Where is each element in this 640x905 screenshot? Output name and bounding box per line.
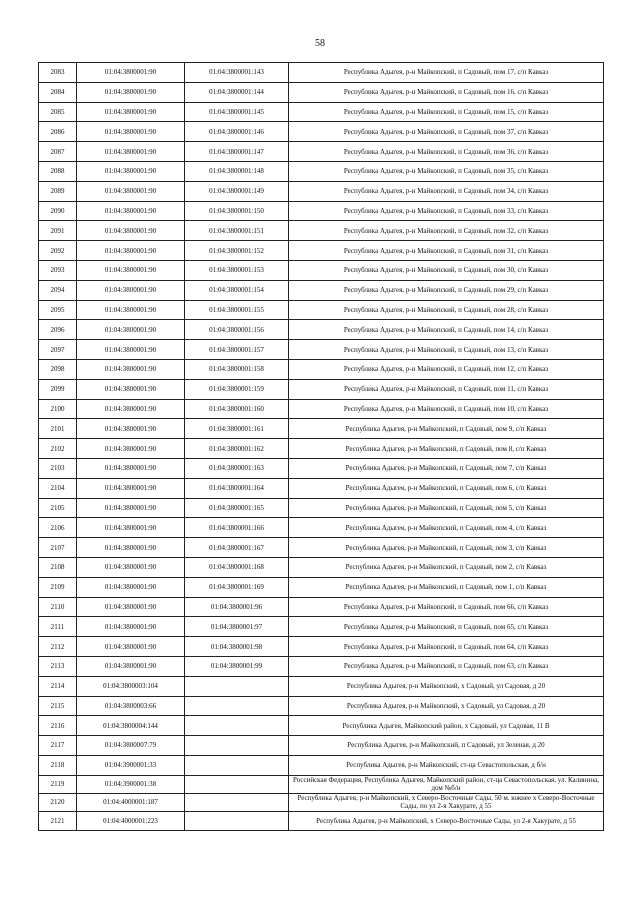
cadastral-number: 01:04:3800001:169: [185, 577, 289, 597]
row-number: 2094: [39, 280, 77, 300]
row-number: 2102: [39, 439, 77, 459]
cadastral-number: 01:04:3800001:148: [185, 161, 289, 181]
address: Республика Адыгея, р-н Майкопский, п Садовый, пом 30, с/п Кавказ: [289, 260, 604, 280]
table-row: [39, 260, 604, 280]
address: Республика Адыгея, р-н Майкопский, п Садовый, пом 66, с/п Кавказ: [289, 597, 604, 617]
table-row: [39, 399, 604, 419]
cadastral-number: 01:04:3800001:144: [185, 82, 289, 102]
row-number: 2106: [39, 518, 77, 538]
cadastral-number: 01:04:3800001:150: [185, 201, 289, 221]
cadastral-number: [185, 793, 289, 811]
row-number: 2118: [39, 755, 77, 775]
page-number: 58: [315, 38, 325, 49]
row-number: 2090: [39, 201, 77, 221]
row-number: 2086: [39, 122, 77, 142]
parent-cadastral-number: 01:04:3800001:90: [77, 478, 185, 498]
address: Республика Адыгея, р-н Майкопский, п Садовый, пом 11, с/п Кавказ: [289, 379, 604, 399]
address: Республика Адыгея, р-н Майкопский, ст-ца Севастопольская, д б/н: [289, 755, 604, 775]
address: Республика Адыгея, Майкопский район, х Садовый, ул Садовая, 11 В: [289, 716, 604, 736]
row-number: 2105: [39, 498, 77, 518]
address: Республика Адыгея, р-н Майкопский, х Северо-Восточные Сады, ул 2-я Хакурате, д 55: [289, 811, 604, 831]
table-row: [39, 82, 604, 102]
table-row: [39, 122, 604, 142]
cadastral-number: 01:04:3800001:156: [185, 320, 289, 340]
parent-cadastral-number: 01:04:3800001:90: [77, 161, 185, 181]
table-row: [39, 458, 604, 478]
table-row: [39, 439, 604, 459]
parent-cadastral-number: 01:04:4000001:187: [77, 793, 185, 811]
row-number: 2109: [39, 577, 77, 597]
cadastral-number: 01:04:3800001:167: [185, 538, 289, 558]
parent-cadastral-number: 01:04:3800001:90: [77, 379, 185, 399]
parent-cadastral-number: 01:04:3800004:144: [77, 716, 185, 736]
address: Республика Адыгея, р-н Майкопский, п Садовый, пом 1, с/п Кавказ: [289, 577, 604, 597]
address: Республика Адыгея, р-н Майкопский, п Садовый, пом 31, с/п Кавказ: [289, 241, 604, 261]
parent-cadastral-number: 01:04:3800003:66: [77, 696, 185, 716]
row-number: 2119: [39, 775, 77, 793]
table-row: [39, 775, 604, 793]
row-number: 2095: [39, 300, 77, 320]
cadastral-number: 01:04:3800001:162: [185, 439, 289, 459]
address: Республика Адыгея, р-н Майкопский, п Садовый, пом 17, с/п Кавказ: [289, 63, 604, 83]
address: Республика Адыгея, р-н Майкопский, х Садовый, ул Садовая, д 20: [289, 676, 604, 696]
cadastral-number: 01:04:3800001:98: [185, 637, 289, 657]
parent-cadastral-number: 01:04:3900001:38: [77, 775, 185, 793]
table-row: [39, 320, 604, 340]
address: Республика Адыгея, р-н Майкопский, п Садовый, пом 2, с/п Кавказ: [289, 557, 604, 577]
address: Республика Адыгея, р-н Майкопский, п Садовый, пом 32, с/п Кавказ: [289, 221, 604, 241]
table-row: [39, 557, 604, 577]
address: Республика Адыгея, р-н Майкопский, п Садовый, пом 7, с/п Кавказ: [289, 458, 604, 478]
parent-cadastral-number: 01:04:3800001:90: [77, 439, 185, 459]
address: Республика Адыгея, р-н Майкопский, п Садовый, пом 6, с/п Кавказ: [289, 478, 604, 498]
row-number: 2088: [39, 161, 77, 181]
address: Республика Адыгея, р-н Майкопский, п Садовый, пом 8, с/п Кавказ: [289, 439, 604, 459]
row-number: 2113: [39, 656, 77, 676]
cadastral-number: 01:04:3800001:161: [185, 419, 289, 439]
parent-cadastral-number: 01:04:3800001:90: [77, 320, 185, 340]
parent-cadastral-number: 01:04:3800001:90: [77, 637, 185, 657]
parent-cadastral-number: 01:04:3800001:90: [77, 419, 185, 439]
table-row: [39, 478, 604, 498]
table-row: [39, 597, 604, 617]
parent-cadastral-number: 01:04:3800001:90: [77, 63, 185, 83]
table-row: [39, 221, 604, 241]
address: Республика Адыгея, р-н Майкопский, п Садовый, пом 4, с/п Кавказ: [289, 518, 604, 538]
table-row: [39, 340, 604, 360]
parent-cadastral-number: 01:04:3800001:90: [77, 280, 185, 300]
cadastral-number: 01:04:3800001:159: [185, 379, 289, 399]
address: Республика Адыгея, р-н Майкопский, п Садовый, пом 65, с/п Кавказ: [289, 617, 604, 637]
cadastral-number: 01:04:3800001:158: [185, 359, 289, 379]
cadastral-number: [185, 716, 289, 736]
table-row: [39, 201, 604, 221]
parent-cadastral-number: 01:04:4000001:223: [77, 811, 185, 831]
cadastral-number: [185, 676, 289, 696]
row-number: 2097: [39, 340, 77, 360]
address: Республика Адыгея, р-н Майкопский, х Садовый, ул Садовая, д 20: [289, 696, 604, 716]
table-row: [39, 379, 604, 399]
cadastral-number: 01:04:3800001:166: [185, 518, 289, 538]
parent-cadastral-number: 01:04:3800001:90: [77, 181, 185, 201]
address: Республика Адыгея, р-н Майкопский, п Садовый, пом 3, с/п Кавказ: [289, 538, 604, 558]
cadastral-number: 01:04:3800001:99: [185, 656, 289, 676]
address: Республика Адыгея, р-н Майкопский, п Садовый, пом 35, с/п Кавказ: [289, 161, 604, 181]
table-row: [39, 755, 604, 775]
cadastral-number: 01:04:3800001:160: [185, 399, 289, 419]
cadastral-number: 01:04:3800001:163: [185, 458, 289, 478]
address: Республика Адыгея, р-н Майкопский, п Садовый, пом 63, с/п Кавказ: [289, 656, 604, 676]
parent-cadastral-number: 01:04:3800001:90: [77, 201, 185, 221]
cadastral-number: 01:04:3800001:155: [185, 300, 289, 320]
parent-cadastral-number: 01:04:3800001:90: [77, 518, 185, 538]
address: Республика Адыгея, р-н Майкопский, п Садовый, пом 12, с/п Кавказ: [289, 359, 604, 379]
parent-cadastral-number: 01:04:3800007:79: [77, 736, 185, 756]
row-number: 2114: [39, 676, 77, 696]
address: Республика Адыгея, р-н Майкопский, п Садовый, пом 14, с/п Кавказ: [289, 320, 604, 340]
row-number: 2115: [39, 696, 77, 716]
parent-cadastral-number: 01:04:3800001:90: [77, 577, 185, 597]
parent-cadastral-number: 01:04:3800001:90: [77, 538, 185, 558]
row-number: 2084: [39, 82, 77, 102]
row-number: 2100: [39, 399, 77, 419]
address: Республика Адыгея, р-н Майкопский, п Садовый, пом 13, с/п Кавказ: [289, 340, 604, 360]
table-row: [39, 63, 604, 83]
parent-cadastral-number: 01:04:3800001:90: [77, 399, 185, 419]
address: Республика Адыгея, р-н Майкопский, п Садовый, пом 10, с/п Кавказ: [289, 399, 604, 419]
parent-cadastral-number: 01:04:3800003:104: [77, 676, 185, 696]
address: Республика Адыгея, р-н Майкопский, п Садовый, пом 16, с/п Кавказ: [289, 82, 604, 102]
row-number: 2101: [39, 419, 77, 439]
parent-cadastral-number: 01:04:3800001:90: [77, 359, 185, 379]
row-number: 2116: [39, 716, 77, 736]
cadastral-number: 01:04:3800001:97: [185, 617, 289, 637]
table-row: [39, 676, 604, 696]
table-row: [39, 419, 604, 439]
address: Республика Адыгея, р-н Майкопский, п Садовый, пом 34, с/п Кавказ: [289, 181, 604, 201]
address: Республика Адыгея, р-н Майкопский, п Садовый, пом 33, с/п Кавказ: [289, 201, 604, 221]
cadastral-number: 01:04:3800001:143: [185, 63, 289, 83]
row-number: 2111: [39, 617, 77, 637]
parent-cadastral-number: 01:04:3800001:90: [77, 142, 185, 162]
row-number: 2121: [39, 811, 77, 831]
parent-cadastral-number: 01:04:3800001:90: [77, 122, 185, 142]
cadastral-number: 01:04:3800001:154: [185, 280, 289, 300]
table-row: [39, 280, 604, 300]
table-row: [39, 793, 604, 811]
table-row: [39, 161, 604, 181]
cadastral-number: [185, 775, 289, 793]
parent-cadastral-number: 01:04:3800001:90: [77, 617, 185, 637]
table-row: [39, 637, 604, 657]
parent-cadastral-number: 01:04:3800001:90: [77, 102, 185, 122]
cadastral-number: [185, 755, 289, 775]
parent-cadastral-number: 01:04:3800001:90: [77, 241, 185, 261]
parent-cadastral-number: 01:04:3800001:90: [77, 221, 185, 241]
address: Республика Адыгея, р-н Майкопский, п Садовый, пом 28, с/п Кавказ: [289, 300, 604, 320]
cadastral-number: 01:04:3800001:149: [185, 181, 289, 201]
cadastral-number: 01:04:3800001:145: [185, 102, 289, 122]
address: Республика Адыгея, р-н Майкопский, п Садовый, пом 9, с/п Кавказ: [289, 419, 604, 439]
row-number: 2089: [39, 181, 77, 201]
address: Республика Адыгея, р-н Майкопский, п Садовый, пом 5, с/п Кавказ: [289, 498, 604, 518]
parent-cadastral-number: 01:04:3800001:90: [77, 340, 185, 360]
cadastral-number: 01:04:3800001:168: [185, 557, 289, 577]
table-row: [39, 359, 604, 379]
table-row: [39, 181, 604, 201]
row-number: 2087: [39, 142, 77, 162]
cadastral-number: 01:04:3800001:151: [185, 221, 289, 241]
row-number: 2098: [39, 359, 77, 379]
row-number: 2120: [39, 793, 77, 811]
row-number: 2103: [39, 458, 77, 478]
cadastral-number: [185, 811, 289, 831]
table-row: [39, 518, 604, 538]
row-number: 2104: [39, 478, 77, 498]
table-row: [39, 656, 604, 676]
cadastral-number: [185, 696, 289, 716]
cadastral-number: 01:04:3800001:153: [185, 260, 289, 280]
row-number: 2099: [39, 379, 77, 399]
row-number: 2083: [39, 63, 77, 83]
parent-cadastral-number: 01:04:3900001:33: [77, 755, 185, 775]
address: Российская Федерация, Республика Адыгея, Майкопский район, ст-ца Севастопольская, ул. Калинина, дом №б/н: [289, 775, 604, 793]
address: Республика Адыгея, р-н Майкопский, п Садовый, пом 15, с/п Кавказ: [289, 102, 604, 122]
row-number: 2117: [39, 736, 77, 756]
address: Республика Адыгея, р-н Майкопский, п Садовый, пом 29, с/п Кавказ: [289, 280, 604, 300]
address: Республика Адыгея, р-н Майкопский, п Садовый, ул Зеленая, д 20: [289, 736, 604, 756]
cadastral-number: 01:04:3800001:146: [185, 122, 289, 142]
row-number: 2096: [39, 320, 77, 340]
cadastral-number: [185, 736, 289, 756]
row-number: 2085: [39, 102, 77, 122]
cadastral-number: 01:04:3800001:164: [185, 478, 289, 498]
parent-cadastral-number: 01:04:3800001:90: [77, 300, 185, 320]
cadastral-number: 01:04:3800001:96: [185, 597, 289, 617]
address: Республика Адыгея, р-н Майкопский, п Садовый, пом 36, с/п Кавказ: [289, 142, 604, 162]
parent-cadastral-number: 01:04:3800001:90: [77, 557, 185, 577]
cadastral-number: 01:04:3800001:152: [185, 241, 289, 261]
table-row: [39, 736, 604, 756]
table-row: [39, 696, 604, 716]
address: Республика Адыгея, р-н Майкопский, х Северо-Восточные Сады, 50 м. южнее х Северо-Восточные Сады, по ул 2-я Хакурате, д 55: [289, 793, 604, 811]
cadastral-number: 01:04:3800001:147: [185, 142, 289, 162]
parent-cadastral-number: 01:04:3800001:90: [77, 458, 185, 478]
table-row: [39, 300, 604, 320]
table-row: [39, 617, 604, 637]
row-number: 2110: [39, 597, 77, 617]
row-number: 2108: [39, 557, 77, 577]
parent-cadastral-number: 01:04:3800001:90: [77, 656, 185, 676]
table-row: [39, 241, 604, 261]
row-number: 2112: [39, 637, 77, 657]
table-row: [39, 498, 604, 518]
cadastral-number: 01:04:3800001:165: [185, 498, 289, 518]
row-number: 2091: [39, 221, 77, 241]
address: Республика Адыгея, р-н Майкопский, п Садовый, пом 64, с/п Кавказ: [289, 637, 604, 657]
row-number: 2107: [39, 538, 77, 558]
parent-cadastral-number: 01:04:3800001:90: [77, 82, 185, 102]
parent-cadastral-number: 01:04:3800001:90: [77, 597, 185, 617]
row-number: 2092: [39, 241, 77, 261]
property-table: [38, 62, 604, 831]
cadastral-number: 01:04:3800001:157: [185, 340, 289, 360]
table-row: [39, 538, 604, 558]
table-row: [39, 102, 604, 122]
table-row: [39, 716, 604, 736]
parent-cadastral-number: 01:04:3800001:90: [77, 498, 185, 518]
parent-cadastral-number: 01:04:3800001:90: [77, 260, 185, 280]
address: Республика Адыгея, р-н Майкопский, п Садовый, пом 37, с/п Кавказ: [289, 122, 604, 142]
table-row: [39, 811, 604, 831]
table-row: [39, 577, 604, 597]
table-row: [39, 142, 604, 162]
row-number: 2093: [39, 260, 77, 280]
